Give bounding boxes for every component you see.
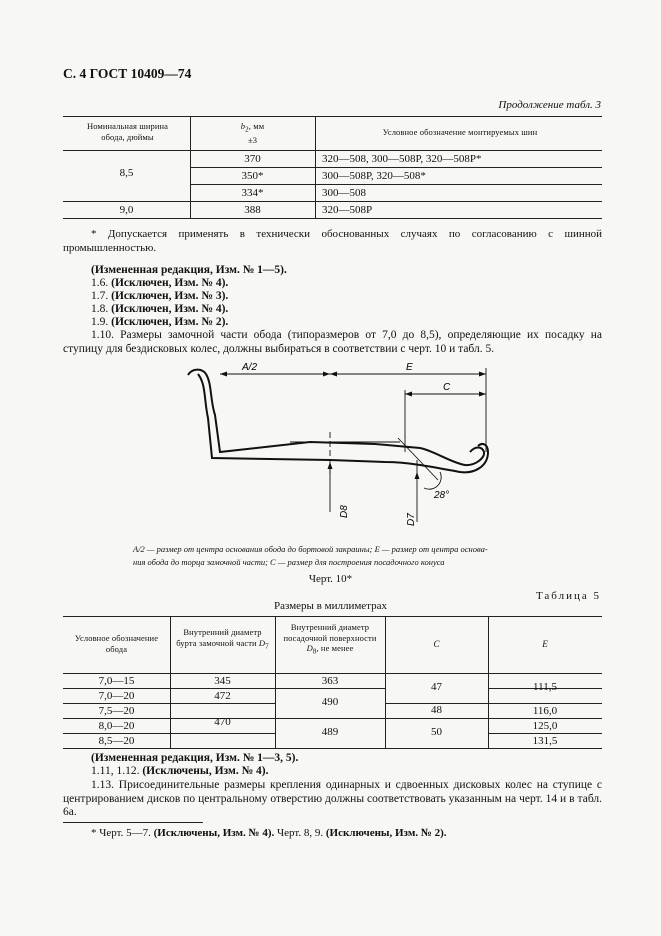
t5-d8-cell: 490 <box>321 696 339 708</box>
t5-d8-cell: 363 <box>321 675 339 687</box>
dim-d8-label: D8 <box>339 505 350 518</box>
clause-1-6: 1.6. (Исключен, Изм. № 4). <box>91 277 229 289</box>
dim-e-label: E <box>406 362 413 373</box>
dim-d7-label: D7 <box>406 513 417 526</box>
t5-rim-cell: 7,0—15 <box>98 675 135 687</box>
t5-header-d8: Внутренний диаметр посадочной поверхности $D_8$, не менее <box>283 622 377 656</box>
dim-c-label: C <box>443 382 451 393</box>
t3-b2-cell: 370 <box>244 153 261 165</box>
t5-e-cell: 111,5 <box>533 681 557 693</box>
t5-rim-cell: 7,5—20 <box>98 705 135 717</box>
t3-b2-cell: 334* <box>241 187 264 199</box>
t3-tires-cell: 320—508, 300—508P, 320—508P* <box>322 153 482 165</box>
t5-d7-cell: 345 <box>214 675 231 687</box>
t3-tires-cell: 300—508P, 320—508* <box>322 170 426 182</box>
t5-d8-cell: 489 <box>321 726 339 738</box>
t5-c-cell: 47 <box>431 681 442 693</box>
rim-lock-drawing <box>170 360 510 535</box>
t5-header-e: E <box>542 639 548 649</box>
t3-width-9-0: 9,0 <box>119 204 134 216</box>
t5-c-cell: 48 <box>431 704 442 716</box>
t5-e-cell: 125,0 <box>532 720 558 732</box>
clause-1-8: 1.8. (Исключен, Изм. № 4). <box>91 303 229 315</box>
t5-header-rim: Условное обозначение обода <box>74 633 159 654</box>
footnote-separator <box>63 822 203 823</box>
t5-e-cell: 131,5 <box>532 735 558 747</box>
page-header: С. 4 ГОСТ 10409—74 <box>63 66 192 81</box>
t3-header-b2: $b_2$, мм ±3 <box>240 121 265 146</box>
table-5-label: Таблица 5 <box>535 590 601 602</box>
t5-header-c: C <box>433 639 440 649</box>
t3-b2-cell: 388 <box>244 204 261 216</box>
clause-1-11: 1.11, 1.12. (Исключены, Изм. № 4). <box>91 765 269 777</box>
t5-rim-cell: 7,0—20 <box>98 690 135 702</box>
dim-a2-label: A/2 <box>242 362 258 373</box>
t5-rim-cell: 8,0—20 <box>98 720 135 732</box>
page-footnote: * Черт. 5—7. (Исключены, Изм. № 4). Черт. 8, 9. (Исключены, Изм. № 2). <box>91 827 447 839</box>
t5-rim-cell: 8,5—20 <box>98 735 135 747</box>
clause-1-10: 1.10. Размеры замочной части обода (типоразмеров от 7,0 до 8,5), определяющие их посадку на ступицу для бездисковых колес, должны выбираться в соответствии с черт. 10 и табл. 5. <box>63 329 602 355</box>
t3-header-width: Номинальная ширина обода, дюймы <box>86 121 169 142</box>
t3-header-tires: Условное обозначение монтируемых шин <box>382 127 538 137</box>
edited-note-1: (Измененная редакция, Изм. № 1—5). <box>91 264 287 276</box>
table-3-footnote: * Допускается применять в технически обоснованных случаях по согласованию с шинной промышленностью. <box>63 228 602 254</box>
t5-e-cell: 116,0 <box>532 705 558 717</box>
t3-tires-cell: 320—508P <box>322 204 373 216</box>
drawing-caption-line-1: A/2 — размер от центра основания обода до бортовой закраины; E — размер от центра основа- <box>133 544 488 554</box>
table-continuation-label: Продолжение табл. 3 <box>498 99 601 111</box>
t3-b2-cell: 350* <box>241 170 264 182</box>
edited-note-2: (Измененная редакция, Изм. № 1—3, 5). <box>91 752 299 764</box>
t5-header-d7: Внутренний диаметр бурта замочной части $D_7$ <box>176 627 269 651</box>
t5-d7-cell: 470 <box>214 716 231 728</box>
clause-1-7: 1.7. (Исключен, Изм. № 3). <box>91 290 229 302</box>
t5-c-cell: 50 <box>431 726 442 738</box>
t3-width-8-5: 8,5 <box>119 167 134 179</box>
clause-1-9: 1.9. (Исключен, Изм. № 2). <box>91 316 229 328</box>
t3-tires-cell: 300—508 <box>322 187 366 199</box>
clause-1-13: 1.13. Присоединительные размеры крепления одинарных и сдвоенных дисковых колес на ступице с центрированием дисков по центральному отверстию должны соответствовать указанным на черт. 14 и в табл. 6а. <box>63 779 602 818</box>
t5-d7-cell: 472 <box>214 690 231 702</box>
angle-label: 28° <box>434 490 450 501</box>
drawing-caption-line-2: ния обода до торца замочной части; C — размер для построения посадочного конуса <box>133 557 445 567</box>
figure-title: Черт. 10* <box>308 573 353 585</box>
table-5-units: Размеры в миллиметрах <box>274 600 387 612</box>
